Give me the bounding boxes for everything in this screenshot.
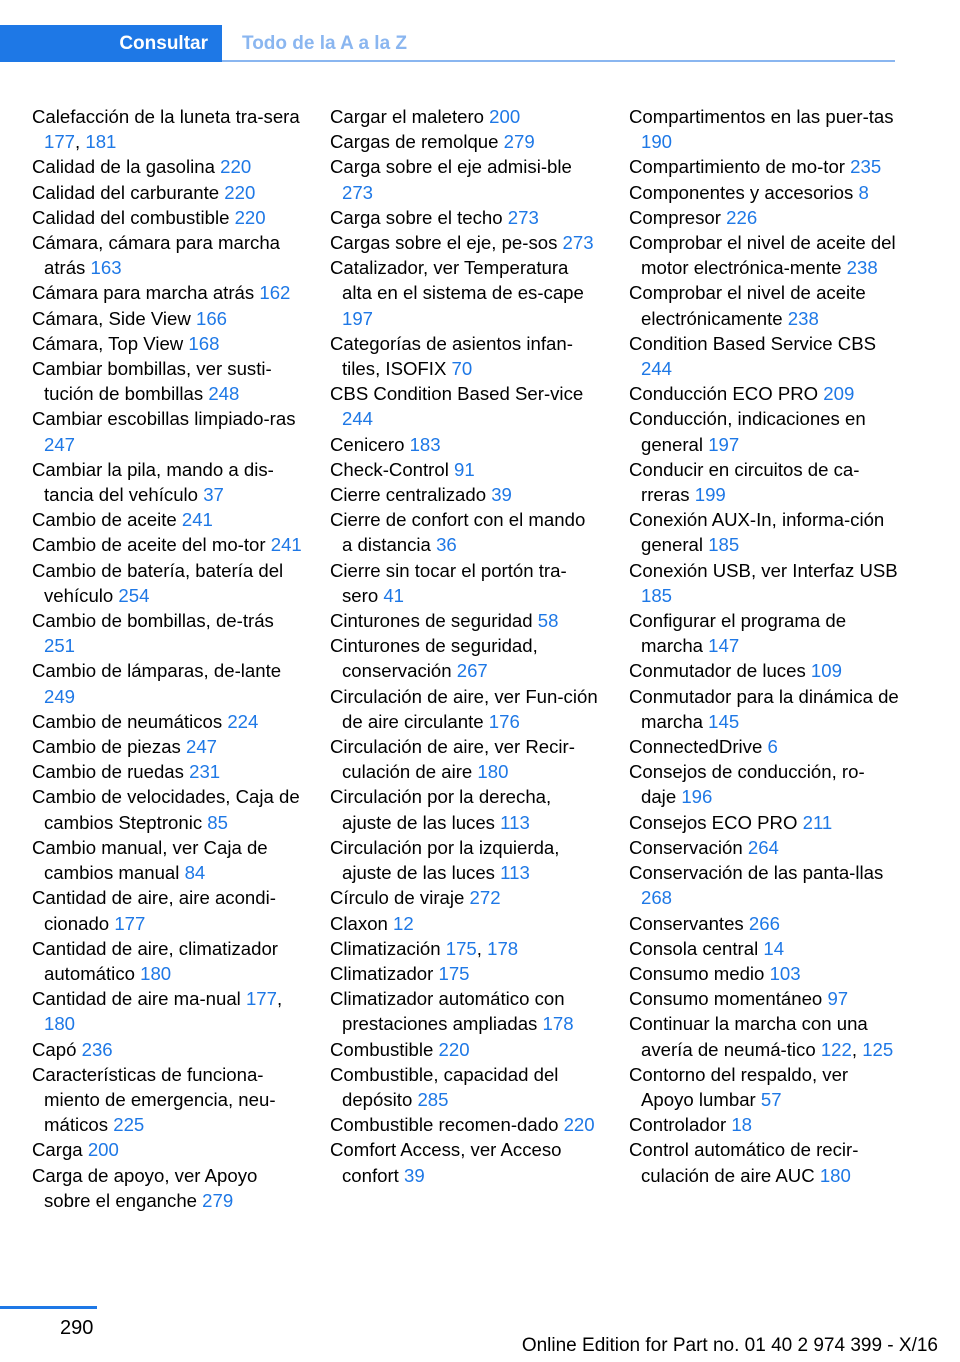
page-reference-link[interactable]: 58: [537, 610, 559, 632]
index-entry: [629, 507, 899, 557]
index-term: Consola central: [629, 937, 764, 959]
index-term: Calidad del carburante: [32, 181, 225, 203]
index-entry: [330, 255, 600, 331]
page-reference-link[interactable]: 18: [731, 1114, 753, 1136]
index-entry: [32, 936, 302, 986]
index-entry: [629, 1062, 899, 1112]
index-entry: [330, 986, 600, 1036]
page-reference-link[interactable]: 185: [708, 534, 740, 556]
index-term: Conmutador para la dinámica de marcha: [629, 685, 899, 732]
index-column-1: [32, 104, 302, 1213]
page-reference-link[interactable]: 147: [708, 635, 740, 657]
page-reference-link[interactable]: 39: [404, 1164, 425, 1186]
page-reference-link[interactable]: 241: [181, 509, 213, 531]
index-entry: [32, 784, 302, 834]
index-entry: [32, 457, 302, 507]
index-entry: [629, 835, 899, 860]
page-reference-link[interactable]: 220: [563, 1114, 595, 1136]
index-term: Cierre sin tocar el portón tra‐sero: [330, 559, 567, 606]
index-term: Calidad del combustible: [32, 206, 235, 228]
index-entry: [629, 154, 899, 179]
index-term: Capó: [32, 1038, 82, 1060]
index-term: Cambio de lámparas, de‐lante: [32, 660, 282, 682]
index-entry: [629, 936, 899, 961]
page-reference-link[interactable]: 6: [767, 736, 778, 758]
index-entry: [330, 331, 600, 381]
page-reference-link[interactable]: 181: [85, 131, 117, 153]
index-term: Carga: [32, 1139, 88, 1161]
page-reference-link[interactable]: 57: [760, 1088, 782, 1110]
index-entry: [629, 180, 899, 205]
index-term: Cambio de batería, batería del vehículo: [32, 559, 284, 606]
index-term: Cierre de confort con el mando a distancia: [330, 509, 586, 556]
index-term: Conexión USB, ver Interfaz USB: [629, 559, 898, 581]
index-entry: [32, 406, 302, 456]
index-term: Cenicero: [330, 433, 410, 455]
index-term: Carga sobre el eje admisi‐ble: [330, 156, 572, 178]
index-term: Cargas sobre el eje, pe‐sos: [330, 232, 563, 254]
page-reference-link[interactable]: 248: [208, 383, 240, 405]
index-term: Conmutador de luces: [629, 660, 811, 682]
index-entry: [629, 684, 899, 734]
index-entry: [32, 1062, 302, 1138]
index-entry: Cantidad de aire ma‐nual 177, 180: [32, 988, 283, 1035]
page-reference-link[interactable]: 70: [451, 358, 473, 380]
index-term: Cambiar la pila, mando a dis‐tancia del vehículo: [32, 458, 274, 506]
page-reference-link[interactable]: 177: [114, 912, 146, 934]
index-term: Cambiar bombillas, ver susti‐tución de bombillas: [32, 358, 272, 405]
page-reference-link[interactable]: 220: [234, 206, 266, 228]
index-term: Conducción ECO PRO: [629, 383, 824, 405]
page-reference-link[interactable]: 103: [769, 962, 801, 984]
index-entry: [32, 734, 302, 759]
page-reference-link[interactable]: 247: [186, 736, 218, 758]
index-column-3: [629, 104, 899, 1188]
page-reference-link[interactable]: 8: [858, 181, 869, 203]
index-term: Cambio de ruedas: [32, 761, 190, 783]
page-reference-link[interactable]: 180: [819, 1164, 851, 1186]
index-entry: [330, 457, 600, 482]
page-reference-link[interactable]: 178: [542, 1013, 574, 1035]
index-term: Climatización: [330, 937, 446, 959]
index-entry: [330, 104, 600, 129]
index-entry: [32, 608, 302, 658]
tab-todo-de-la-a-a-la-z[interactable]: Todo de la A a la Z: [242, 32, 408, 54]
index-entry: [32, 835, 302, 885]
index-term: Cámara, cámara para marcha atrás: [32, 232, 281, 279]
page-reference-link[interactable]: 197: [708, 433, 740, 455]
index-term: Climatizador: [330, 962, 439, 984]
page-reference-link[interactable]: 190: [641, 131, 673, 153]
index-term: Consejos de conducción, ro‐daje: [629, 761, 865, 808]
page-reference-link[interactable]: 14: [763, 937, 785, 959]
page-number-rule: [0, 1306, 97, 1309]
index-term: Compartimentos en las puer‐tas: [629, 106, 894, 127]
index-term: Configurar el programa de marcha: [629, 610, 847, 657]
footer-edition-text: Online Edition for Part no. 01 40 2 974 399 - X/16: [521, 1335, 938, 1356]
index-term: Claxon: [330, 912, 394, 934]
index-entry: [330, 1112, 600, 1137]
index-term: Cámara para marcha atrás: [32, 282, 260, 304]
index-term: Cambio de aceite del mo‐tor: [32, 534, 271, 556]
index-term: Conservantes: [629, 912, 749, 934]
page-reference-link[interactable]: 183: [409, 433, 441, 455]
index-entry: [330, 734, 600, 784]
index-entry: [629, 381, 899, 406]
page-reference-link[interactable]: 162: [259, 282, 291, 304]
index-term: Contorno del respaldo, ver Apoyo lumbar: [629, 1063, 849, 1110]
page-reference-link[interactable]: 180: [477, 761, 509, 783]
index-term: Cambio de bombillas, de‐trás: [32, 610, 274, 632]
page-reference-link[interactable]: 236: [81, 1038, 113, 1060]
page-reference-link[interactable]: 254: [118, 584, 150, 606]
page-reference-link[interactable]: 224: [227, 710, 259, 732]
index-term: Condition Based Service CBS: [629, 332, 877, 354]
index-entry: [32, 356, 302, 406]
index-entry: [32, 280, 302, 305]
index-term: Compresor: [629, 206, 727, 228]
index-term: Check-Control: [330, 458, 455, 480]
page-reference-link[interactable]: 113: [500, 811, 530, 833]
index-entry: [629, 1137, 899, 1187]
index-entry: [629, 280, 899, 330]
index-entry: [330, 633, 600, 683]
index-entry: [330, 1137, 600, 1187]
page-reference-link[interactable]: 279: [503, 131, 535, 153]
index-entry: [629, 457, 899, 507]
page-reference-link[interactable]: 238: [787, 307, 819, 329]
index-term: Cinturones de seguridad, conservación: [330, 635, 538, 682]
index-entry: [330, 911, 600, 936]
page-reference-link[interactable]: 145: [708, 710, 740, 732]
index-term: Cargas de remolque: [330, 131, 504, 153]
index-entry: [330, 1037, 600, 1062]
index-entry: [330, 482, 600, 507]
page-reference-link[interactable]: 180: [140, 962, 172, 984]
index-entry: [32, 180, 302, 205]
page-reference-link[interactable]: 264: [747, 836, 779, 858]
index-entry: [629, 1112, 899, 1137]
index-term: Cambio de neumáticos: [32, 710, 228, 732]
index-term: Cantidad de aire, climatizador automático: [32, 937, 278, 984]
index-term: Calefacción de la luneta tra‐sera: [32, 106, 300, 127]
index-entry: [330, 381, 600, 431]
header-bar: [0, 0, 960, 62]
index-term: Cambio de piezas: [32, 736, 186, 758]
index-term: Componentes y accesorios: [629, 181, 859, 203]
page-reference-link[interactable]: 272: [469, 887, 501, 909]
index-entry: [629, 759, 899, 809]
page-reference-link[interactable]: 175: [445, 937, 477, 959]
index-entry: [629, 104, 899, 154]
page-reference-link[interactable]: 238: [846, 257, 878, 279]
page-reference-link[interactable]: 268: [641, 887, 673, 909]
index-term: Cambio manual, ver Caja de cambios manual: [32, 836, 268, 884]
page-reference-link[interactable]: 266: [748, 912, 780, 934]
index-term: Consumo medio: [629, 962, 770, 984]
page-reference-link[interactable]: 178: [487, 937, 519, 959]
index-term: Combustible recomen‐dado: [330, 1114, 564, 1136]
page-reference-link[interactable]: 196: [681, 786, 713, 808]
index-term: Conservación: [629, 836, 748, 858]
index-entry: [629, 734, 899, 759]
page-number: 290: [60, 1317, 94, 1339]
index-entry: [32, 658, 302, 708]
index-entry: [330, 608, 600, 633]
index-term: Características de funciona‐miento de emergencia, neu‐máticos: [32, 1063, 276, 1136]
page-reference-link[interactable]: 180: [44, 1013, 76, 1035]
index-term: Controlador: [629, 1114, 732, 1136]
index-entry: [330, 684, 600, 734]
page-reference-link[interactable]: 211: [802, 811, 833, 833]
page-reference-link[interactable]: 197: [342, 307, 374, 329]
index-term: Comfort Access, ver Acceso confort: [330, 1139, 562, 1186]
page-reference-link[interactable]: 84: [184, 862, 206, 884]
index-entry: Climatización 175, 178: [330, 937, 519, 959]
index-entry: [32, 1163, 302, 1213]
index-term: Consumo momentáneo: [629, 988, 828, 1010]
page-reference-link[interactable]: 177: [245, 988, 277, 1010]
index-entry: [32, 507, 302, 532]
index-column-2: [330, 104, 600, 1188]
page-reference-link[interactable]: 125: [862, 1038, 894, 1060]
index-entry: [330, 230, 600, 255]
index-term: Comprobar el nivel de aceite electrónicamente: [629, 282, 866, 329]
index-entry: [32, 532, 302, 557]
index-entry: [32, 230, 302, 280]
index-entry: [32, 205, 302, 230]
index-term: Combustible, capacidad del depósito: [330, 1063, 559, 1110]
page-reference-link[interactable]: 168: [188, 332, 220, 354]
index-term: Conducción, indicaciones en general: [629, 408, 866, 455]
index-term: Catalizador, ver Temperatura alta en el sistema de es‐cape: [330, 257, 584, 304]
index-entry: [629, 230, 899, 280]
index-term: ConnectedDrive: [629, 736, 768, 758]
page-reference-link[interactable]: 185: [641, 584, 673, 606]
index-term: Cambio de aceite: [32, 509, 182, 531]
index-term: Calidad de la gasolina: [32, 156, 221, 178]
index-entry: [330, 507, 600, 557]
index-entry: [330, 784, 600, 834]
index-entry: [32, 709, 302, 734]
index-entry: [32, 154, 302, 179]
index-entry: Calefacción de la luneta tra‐sera 177, 181: [32, 106, 300, 153]
index-term: Cantidad de aire ma‐nual: [32, 988, 246, 1010]
index-term: Control automático de recir‐culación de aire AUC: [629, 1139, 859, 1186]
page-reference-link[interactable]: 226: [726, 206, 758, 228]
index-entry: Continuar la marcha con una avería de neumá‐tico 122, 125: [629, 1013, 894, 1060]
page-reference-link[interactable]: 85: [207, 811, 228, 833]
index-term: Carga sobre el techo: [330, 206, 508, 228]
index-entry: [330, 835, 600, 885]
index-entry: [629, 331, 899, 381]
page-reference-link[interactable]: 247: [44, 433, 76, 455]
page-reference-link[interactable]: 225: [113, 1114, 145, 1136]
index-entry: [32, 1137, 302, 1162]
index-term: Círculo de viraje: [330, 887, 470, 909]
page-reference-link[interactable]: 177: [44, 131, 76, 153]
index-term: Cierre centralizado: [330, 484, 492, 506]
index-entry: [32, 1037, 302, 1062]
index-term: Climatizador automático con prestaciones ampliadas: [330, 988, 565, 1035]
page-reference-link[interactable]: 267: [456, 660, 488, 682]
page-reference-link[interactable]: 273: [342, 181, 374, 203]
index-entry: [32, 331, 302, 356]
index-term: Circulación de aire, ver Recir‐culación de aire: [330, 736, 575, 783]
index-term: Cámara, Top View: [32, 332, 189, 354]
index-term: Compartimiento de mo‐tor: [629, 156, 851, 178]
index-term: Conexión AUX-In, informa‐ción general: [629, 509, 885, 556]
page-reference-link[interactable]: 122: [820, 1038, 852, 1060]
index-entry: [629, 961, 899, 986]
index-entry: [32, 759, 302, 784]
index-term: Cambiar escobillas limpiado‐ras: [32, 408, 296, 430]
index-entry: [629, 810, 899, 835]
index-term: Circulación por la izquierda, ajuste de las luces: [330, 836, 560, 884]
page-reference-link[interactable]: 231: [189, 761, 221, 783]
index-entry: [629, 658, 899, 683]
page-reference-link[interactable]: 39: [491, 484, 512, 506]
index-term: Cinturones de seguridad: [330, 610, 538, 632]
index-term: Cámara, Side View: [32, 307, 196, 329]
page-reference-link[interactable]: 235: [850, 156, 882, 178]
index-entry: [330, 885, 600, 910]
page-reference-link[interactable]: 199: [694, 484, 726, 506]
page-reference-link[interactable]: 200: [489, 106, 521, 127]
page-reference-link[interactable]: 200: [87, 1139, 119, 1161]
page-reference-link[interactable]: 97: [827, 988, 849, 1010]
index-entry: [330, 154, 600, 204]
index-entry: [330, 432, 600, 457]
index-term: Combustible: [330, 1038, 439, 1060]
page-reference-link[interactable]: 163: [90, 257, 122, 279]
page-reference-link[interactable]: 220: [220, 156, 252, 178]
index-entry: [629, 608, 899, 658]
index-entry: [629, 860, 899, 910]
page-reference-link[interactable]: 220: [438, 1038, 470, 1060]
header-rule: [222, 60, 895, 62]
index-entry: [629, 558, 899, 608]
page-reference-link[interactable]: 251: [44, 635, 76, 657]
index-entry: [629, 205, 899, 230]
page-reference-link[interactable]: 91: [454, 458, 475, 480]
index-term: Cambio de velocidades, Caja de cambios Steptronic: [32, 786, 300, 833]
page-reference-link[interactable]: 209: [823, 383, 855, 405]
index-term: Carga de apoyo, ver Apoyo sobre el enganche: [32, 1164, 258, 1211]
tab-consultar[interactable]: Consultar: [0, 25, 222, 62]
page-reference-link[interactable]: 175: [438, 962, 470, 984]
index-term: CBS Condition Based Ser‐vice: [330, 383, 584, 405]
index-term: Cantidad de aire, aire acondi‐cionado: [32, 887, 276, 934]
page-reference-link[interactable]: 285: [417, 1088, 449, 1110]
index-entry: [32, 885, 302, 935]
page-reference-link[interactable]: 241: [270, 534, 302, 556]
page-reference-link[interactable]: 244: [342, 408, 374, 430]
index-entry: [330, 961, 600, 986]
page-reference-link[interactable]: 109: [810, 660, 842, 682]
index-term: Circulación de aire, ver Fun‐ción de aire circulante: [330, 685, 598, 732]
index-entry: [330, 205, 600, 230]
index-entry: [629, 406, 899, 456]
page-reference-link[interactable]: 220: [224, 181, 256, 203]
index-term: Comprobar el nivel de aceite del motor electrónica‐mente: [629, 232, 896, 279]
index-entry: [629, 986, 899, 1011]
page-reference-link[interactable]: 37: [203, 484, 224, 506]
page-reference-link[interactable]: 244: [641, 358, 673, 380]
page-reference-link[interactable]: 41: [383, 584, 405, 606]
page-reference-link[interactable]: 113: [500, 862, 530, 884]
index-entry: [32, 558, 302, 608]
page-reference-link[interactable]: 12: [393, 912, 414, 934]
index-term: Categorías de asientos infan‐tiles, ISOFIX: [330, 332, 573, 380]
index-entry: [330, 558, 600, 608]
index-entry: [32, 306, 302, 331]
page-reference-link[interactable]: 176: [488, 710, 520, 732]
index-term: Continuar la marcha con una avería de neumá‐tico: [629, 1013, 868, 1060]
page-reference-link[interactable]: 249: [44, 685, 76, 707]
page-reference-link[interactable]: 36: [436, 534, 457, 556]
index-entry: [330, 1062, 600, 1112]
page-reference-link[interactable]: 279: [202, 1189, 234, 1211]
index-term: Circulación por la derecha, ajuste de las luces: [330, 786, 552, 833]
page-reference-link[interactable]: 273: [562, 232, 594, 254]
index-term: Consejos ECO PRO: [629, 811, 803, 833]
page-reference-link[interactable]: 273: [507, 206, 539, 228]
page-reference-link[interactable]: 166: [195, 307, 228, 329]
index-entry: [330, 129, 600, 154]
index-term: Conservación de las panta‐llas: [629, 862, 884, 884]
index-term: Cargar el maletero: [330, 106, 490, 127]
index-term: Conducir en circuitos de ca‐rreras: [629, 458, 860, 506]
index-entry: [629, 911, 899, 936]
